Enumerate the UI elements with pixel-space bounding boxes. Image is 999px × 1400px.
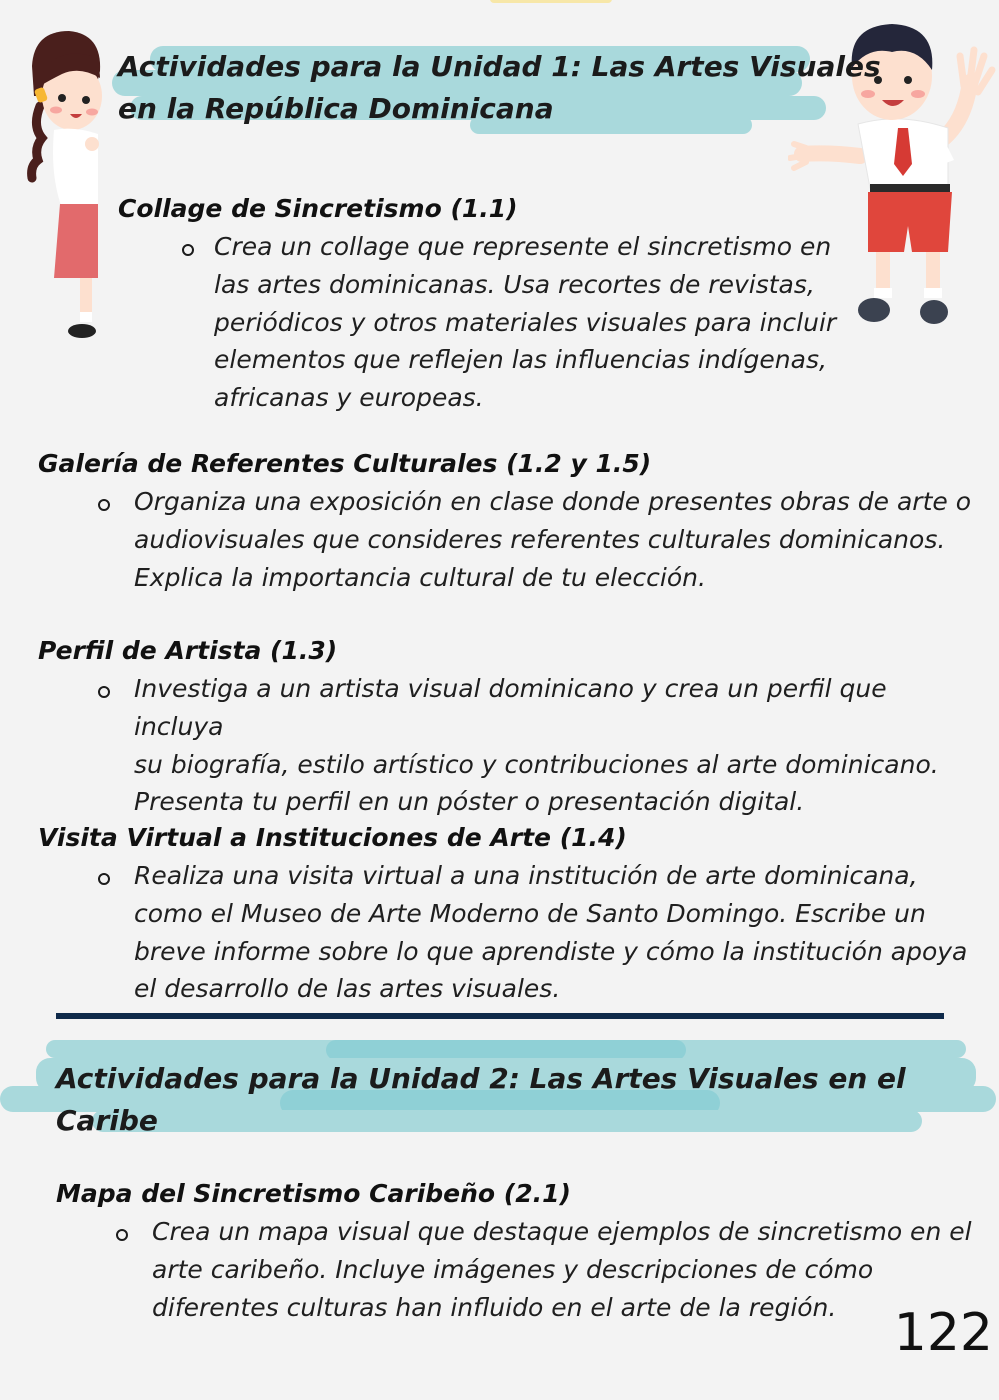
section-list	[56, 1213, 976, 1326]
section-list	[38, 857, 978, 1008]
list-line: las artes dominicanas. Usa recortes de revistas,	[214, 269, 815, 299]
unit1-title	[118, 46, 881, 130]
list-line: como el Museo de Arte Moderno de Santo Domingo. Escribe un	[134, 898, 926, 928]
section-perfil	[38, 632, 978, 821]
girl-illustration	[14, 26, 114, 346]
list-line: Presenta tu perfil en un póster o presentación digital.	[134, 787, 805, 817]
bullet-icon	[98, 686, 110, 698]
list-line: Organiza una exposición en clase donde presentes obras de arte o	[134, 487, 971, 516]
section-list	[38, 670, 978, 821]
list-item	[134, 670, 978, 821]
section-heading: Perfil de Artista (1.3)	[38, 636, 338, 665]
section-list	[118, 228, 838, 417]
section-visita	[38, 819, 978, 1008]
list-line: elementos que reflejen las influencias indígenas,	[214, 345, 827, 375]
page-number: 122	[893, 1303, 993, 1363]
section-heading: Collage de Sincretismo (1.1)	[118, 194, 518, 223]
list-item	[152, 1213, 976, 1326]
list-item	[134, 483, 978, 596]
list-line: africanas y europeas.	[214, 383, 484, 413]
list-item	[134, 857, 978, 1008]
bullet-icon	[98, 873, 110, 885]
section-list	[38, 483, 978, 596]
top-decoration	[490, 0, 612, 3]
unit2-title: Actividades para la Unidad 2: Las Artes Visuales en el Caribe	[56, 1062, 906, 1137]
section-divider	[56, 1013, 944, 1019]
section-galeria	[38, 445, 978, 596]
list-line: breve informe sobre lo que aprendiste y cómo la institución apoya	[134, 936, 968, 966]
list-line: audiovisuales que consideres referentes culturales dominicanos.	[134, 524, 946, 554]
list-line: su biografía, estilo artístico y contribuciones al arte dominicano.	[134, 749, 939, 779]
list-line: Crea un collage que represente el sincretismo en	[214, 232, 832, 261]
section-mapa	[56, 1175, 976, 1326]
section-heading: Mapa del Sincretismo Caribeño (2.1)	[56, 1179, 571, 1208]
section-collage	[118, 190, 838, 417]
bullet-icon	[182, 244, 194, 256]
list-line: periódicos y otros materiales visuales para incluir	[214, 307, 837, 337]
list-item	[214, 228, 838, 417]
list-line: arte caribeño. Incluye imágenes y descripciones de cómo	[152, 1254, 874, 1284]
bullet-icon	[98, 499, 110, 511]
list-line: Explica la importancia cultural de tu elección.	[134, 562, 706, 592]
unit1-title-line2: en la República Dominicana	[118, 92, 554, 125]
section-heading: Visita Virtual a Instituciones de Arte (1.4)	[38, 823, 627, 852]
list-line: Investiga a un artista visual dominicano y crea un perfil que incluya	[134, 674, 887, 741]
unit1-title-line1: Actividades para la Unidad 1: Las Artes Visuales	[118, 50, 881, 83]
list-line: Crea un mapa visual que destaque ejemplos de sincretismo en el	[152, 1217, 972, 1246]
title-highlight	[326, 1040, 686, 1060]
list-line: Realiza una visita virtual a una institución de arte dominicana,	[134, 861, 918, 890]
list-line: el desarrollo de las artes visuales.	[134, 974, 561, 1004]
section-heading: Galería de Referentes Culturales (1.2 y 1.5)	[38, 449, 652, 478]
bullet-icon	[116, 1229, 128, 1241]
list-line: diferentes culturas han influido en el arte de la región.	[152, 1292, 837, 1322]
